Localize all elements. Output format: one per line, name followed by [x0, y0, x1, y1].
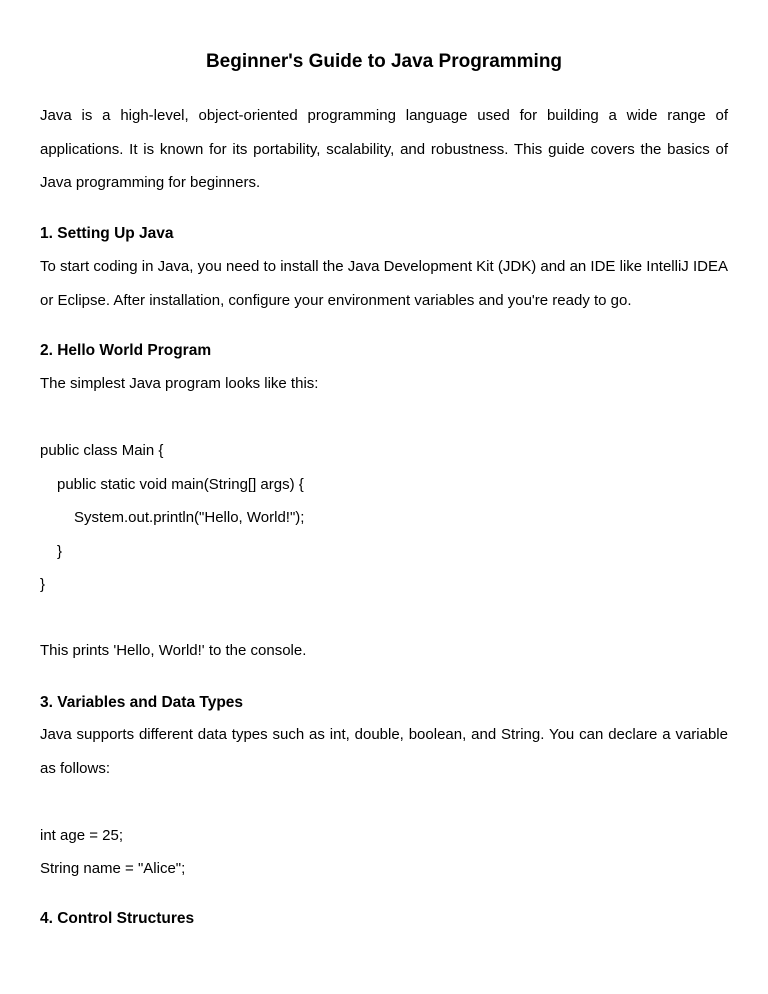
section-body-setting-up: To start coding in Java, you need to install the Java Development Kit (JDK) and an IDE like IntelliJ IDEA or Eclipse. After installation, configure your environment variables and you're ready to go.	[40, 258, 728, 309]
section-heading-hello-world: 2. Hello World Program	[40, 342, 212, 359]
code-line: public class Main {	[40, 442, 164, 459]
code-line: }	[57, 543, 63, 560]
code-line: int age = 25;	[40, 827, 123, 844]
code-line: System.out.println("Hello, World!");	[74, 509, 305, 526]
section-body-variables: Java supports different data types such as int, double, boolean, and String. You can declare a variable as follows:	[40, 726, 728, 777]
intro-paragraph: Java is a high-level, object-oriented programming language used for building a wide range of applications. It is known for its portability, scalability, and robustness. This guide covers the basics of Java programming for beginners.	[40, 107, 728, 191]
section-heading-setting-up: 1. Setting Up Java	[40, 225, 174, 242]
section-heading-variables: 3. Variables and Data Types	[40, 694, 244, 711]
code-line: String name = "Alice";	[40, 860, 186, 877]
code-line: }	[40, 576, 46, 593]
section-heading-control-structures: 4. Control Structures	[40, 910, 195, 927]
code-line: public static void main(String[] args) {	[57, 476, 304, 493]
document-title: Beginner's Guide to Java Programming	[205, 50, 563, 72]
section-body-hello-world: The simplest Java program looks like this:	[40, 375, 319, 392]
section-after-hello-world: This prints 'Hello, World!' to the console.	[40, 642, 307, 659]
